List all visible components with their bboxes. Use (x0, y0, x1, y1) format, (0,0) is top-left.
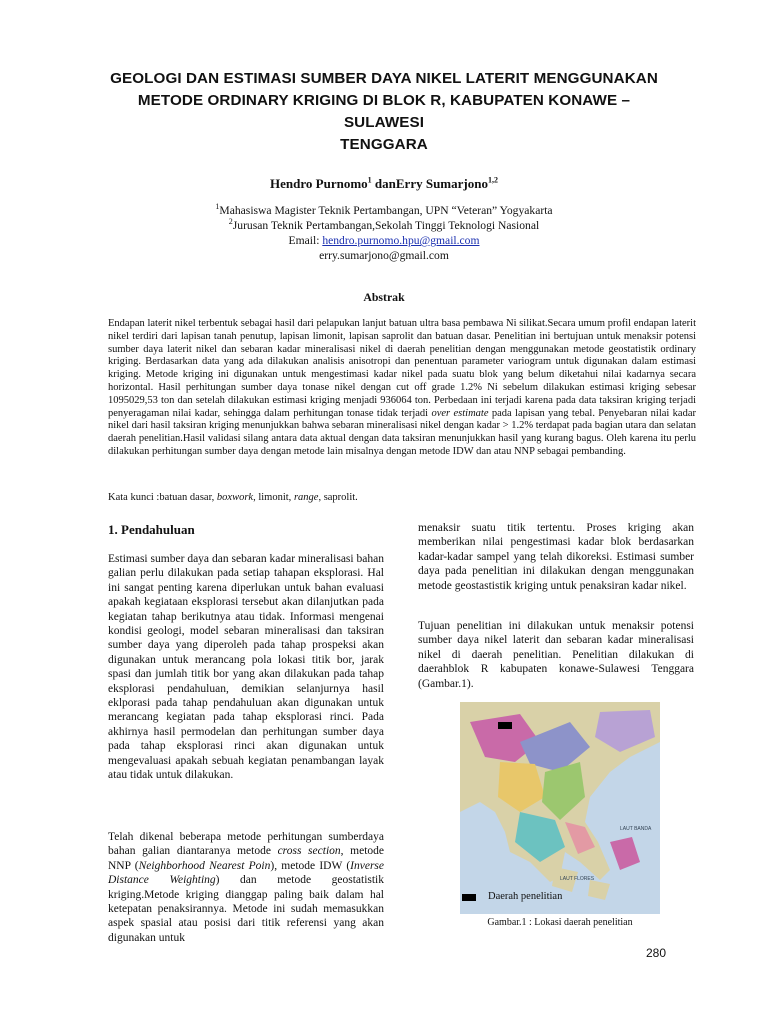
abstract-italic-term: over estimate (431, 407, 489, 419)
keyword-italic: boxwork (216, 492, 254, 503)
section-heading: 1. Pendahuluan (108, 522, 195, 537)
email-label: Email: (288, 234, 323, 247)
sea-label: LAUT BANDA (620, 826, 652, 832)
title-line: TENGGARA (340, 136, 428, 153)
paragraph: Tujuan penelitian ini dilakukan untuk menaksir potensi sumber daya nikel laterit dan sebaran kadar mineralisasi nikel di daerah penelitian. Penelitian dilakukan di daerahblok R kabupaten konawe-Sulawesi Tenggara (Gambar.1). (418, 620, 694, 690)
abstract-text: Endapan laterit nikel terbentuk sebagai hasil dari pelapukan lanjut batuan ultra basa pembawa Ni silikat.Secara umum profil endapan laterit nikel terdiri dari lapisan tanah penutup, lapisan limonit, lapisan saprolit dan batuan dasar. Penelitian ini bertujuan untuk menaksir potensi sumber daya laterit nikel dan sebaran kadar mineralisasi nikel di daerah penelitian dengan menggunakan metode geostatistik ordinary kriging. Berdasarkan data yang ada dilakukan analisis anisotropi dan penentuan parameter variogram untuk digunakan dalam estimasi kriging. Metode kriging ini digunakan untuk mengestimasi kadar nikel pada suatu blok yang belum diketahui nilai kadarnya secara horizontal. Hasil perhitungan sumber daya tonase nikel dengan cut off grade 1.2% Ni sebelum dilakukan estimasi kriging sebesar 1095029,53 ton dan setelah dilakukan estimasi kriging menjadi 936064 ton. Perbedaan ini terjadi karena pada data taksiran kriging terjadi penyeragaman nilai kadar, sehingga dalam perhitungan tonase tidak terjadi (108, 318, 696, 419)
location-map-figure (460, 702, 660, 914)
figure-caption: Gambar.1 : Lokasi daerah penelitian (487, 917, 633, 928)
keywords-suffix: , saprolit. (318, 492, 358, 503)
title-line: GEOLOGI DAN ESTIMASI SUMBER DAYA NIKEL LATERIT MENGGUNAKAN (110, 70, 658, 87)
page-number: 280 (646, 946, 667, 960)
affiliation-line (0, 219, 768, 234)
paragraph: menaksir suatu titik tertentu. Proses kriging akan memberikan nilai pengestimasi kadar blok berdasarkan kadar-kadar sampel yang telah dikoreksi. Estimasi sumber daya pada penelitian ini dilakukan dengan menggunakan metode geostastistik kriging untuk penaksiran kadar nikel. (418, 522, 694, 592)
author-line (0, 176, 768, 192)
abstract-text-end: pada lapisan yang tebal. Penyebaran nilai kadar nikel dari hasil taksiran kriging menunjukkan bahwa sebaran mineralisasi nikel dengan kadar > 1.2% terdapat pada bagian utara dan selatan daerah penelitian.Hasil validasi silang antara data aktual dengan data taksiran menunjukkan hasil yang kurang bagus. Oleh karena itu perlu dilakukan perhitungan sumber daya dengan metode lain misalnya dengan metode IDW dan atau NNP sebagai pembanding. (108, 407, 696, 457)
paragraph-text: ) dan metode geostatistik kriging.Metode kriging dianggap paling baik dalam hal ketepatan penaksirannya. Metode ini sudah memasukkan aspek spasial atau posisi dari titik referensi yang akan digunakan untuk (108, 874, 384, 944)
paragraph-text: Telah dikenal beberapa metode perhitungan sumberdaya bahan galian diantaranya metode (108, 831, 384, 858)
affiliation-text: Jurusan Teknik Pertambangan,Sekolah Tinggi Teknologi Nasional (232, 219, 540, 232)
italic-term: cross section (277, 845, 341, 858)
legend-swatch (462, 894, 476, 901)
italic-term: Inverse Distance Weighting (108, 859, 384, 887)
paragraph (108, 830, 384, 945)
abstract-heading: Abstrak (363, 290, 405, 304)
keywords-prefix: Kata kunci :batuan dasar, (108, 492, 217, 503)
author-superscript: 1 (367, 175, 372, 185)
italic-term: Neighborhood Nearest Poin (138, 859, 271, 872)
email-line (0, 234, 768, 249)
author-name: Hendro Purnomo (270, 176, 368, 191)
map-image (460, 702, 660, 914)
title-line: METODE ORDINARY KRIGING DI BLOK R, KABUPATEN KONAWE – SULAWESI (137, 92, 631, 131)
affiliation-superscript: 2 (228, 217, 233, 227)
abstract-body (108, 318, 696, 459)
email-line-2: erry.sumarjono@gmail.com (319, 249, 449, 262)
affiliation-text: Mahasiswa Magister Teknik Pertambangan, UPN “Veteran” Yogyakarta (219, 204, 553, 217)
keywords (108, 492, 696, 503)
email-link[interactable]: hendro.purnomo.hpu@gmail.com (322, 234, 480, 247)
author-superscript: 1,2 (487, 175, 498, 185)
legend-label: Daerah penelitian (488, 891, 563, 902)
paragraph: Estimasi sumber daya dan sebaran kadar mineralisasi bahan galian perlu dilakukan pada setiap tahapan eksplorasi. Hal ini sangat penting karena diperlukan untuk bahan evaluasi apakah kegiataan eksplorasi tersebut akan dilanjutkan pada kegiatan tahap berikutnya atau tidak. Informasi mengenai kondisi geologi, model sebaran mineralisasi dan taksiran sumber daya yang diperoleh pada tahap prospeksi akan digunakan untuk merancang pola lokasi titik bor, jarak spasi dan jumlah titik bor yang akan dilakukan pada tahap eksplorasi pendahuluan, demikian selanjurnya hasil eklporasi pada tahap pendahuluan akan digunakan untuk merancang kegiatan pada tahap eksplorasi rinci. Pada akhirnya hasil permodelan dan perhitungan sumber daya pada tahap eksplorasi rinci akan digunakan untuk mengevaluasi apakah sebuah kegiatan penambangan layak atau tidak untuk dilakukan. (108, 553, 384, 782)
study-area-marker (498, 722, 512, 729)
keywords-mid: , limonit, (253, 492, 294, 503)
sea-label: LAUT FLORES (560, 876, 595, 882)
author-connector: dan (371, 176, 396, 191)
keyword-italic: range (293, 492, 319, 503)
paragraph-text: ), metode IDW ( (270, 859, 351, 872)
author-name: Erry Sumarjono (395, 176, 488, 191)
affiliation-line (0, 204, 768, 219)
paragraph-text: , metode NNP ( (108, 845, 384, 872)
paper-title (110, 68, 658, 156)
affiliation-superscript: 1 (215, 202, 220, 212)
